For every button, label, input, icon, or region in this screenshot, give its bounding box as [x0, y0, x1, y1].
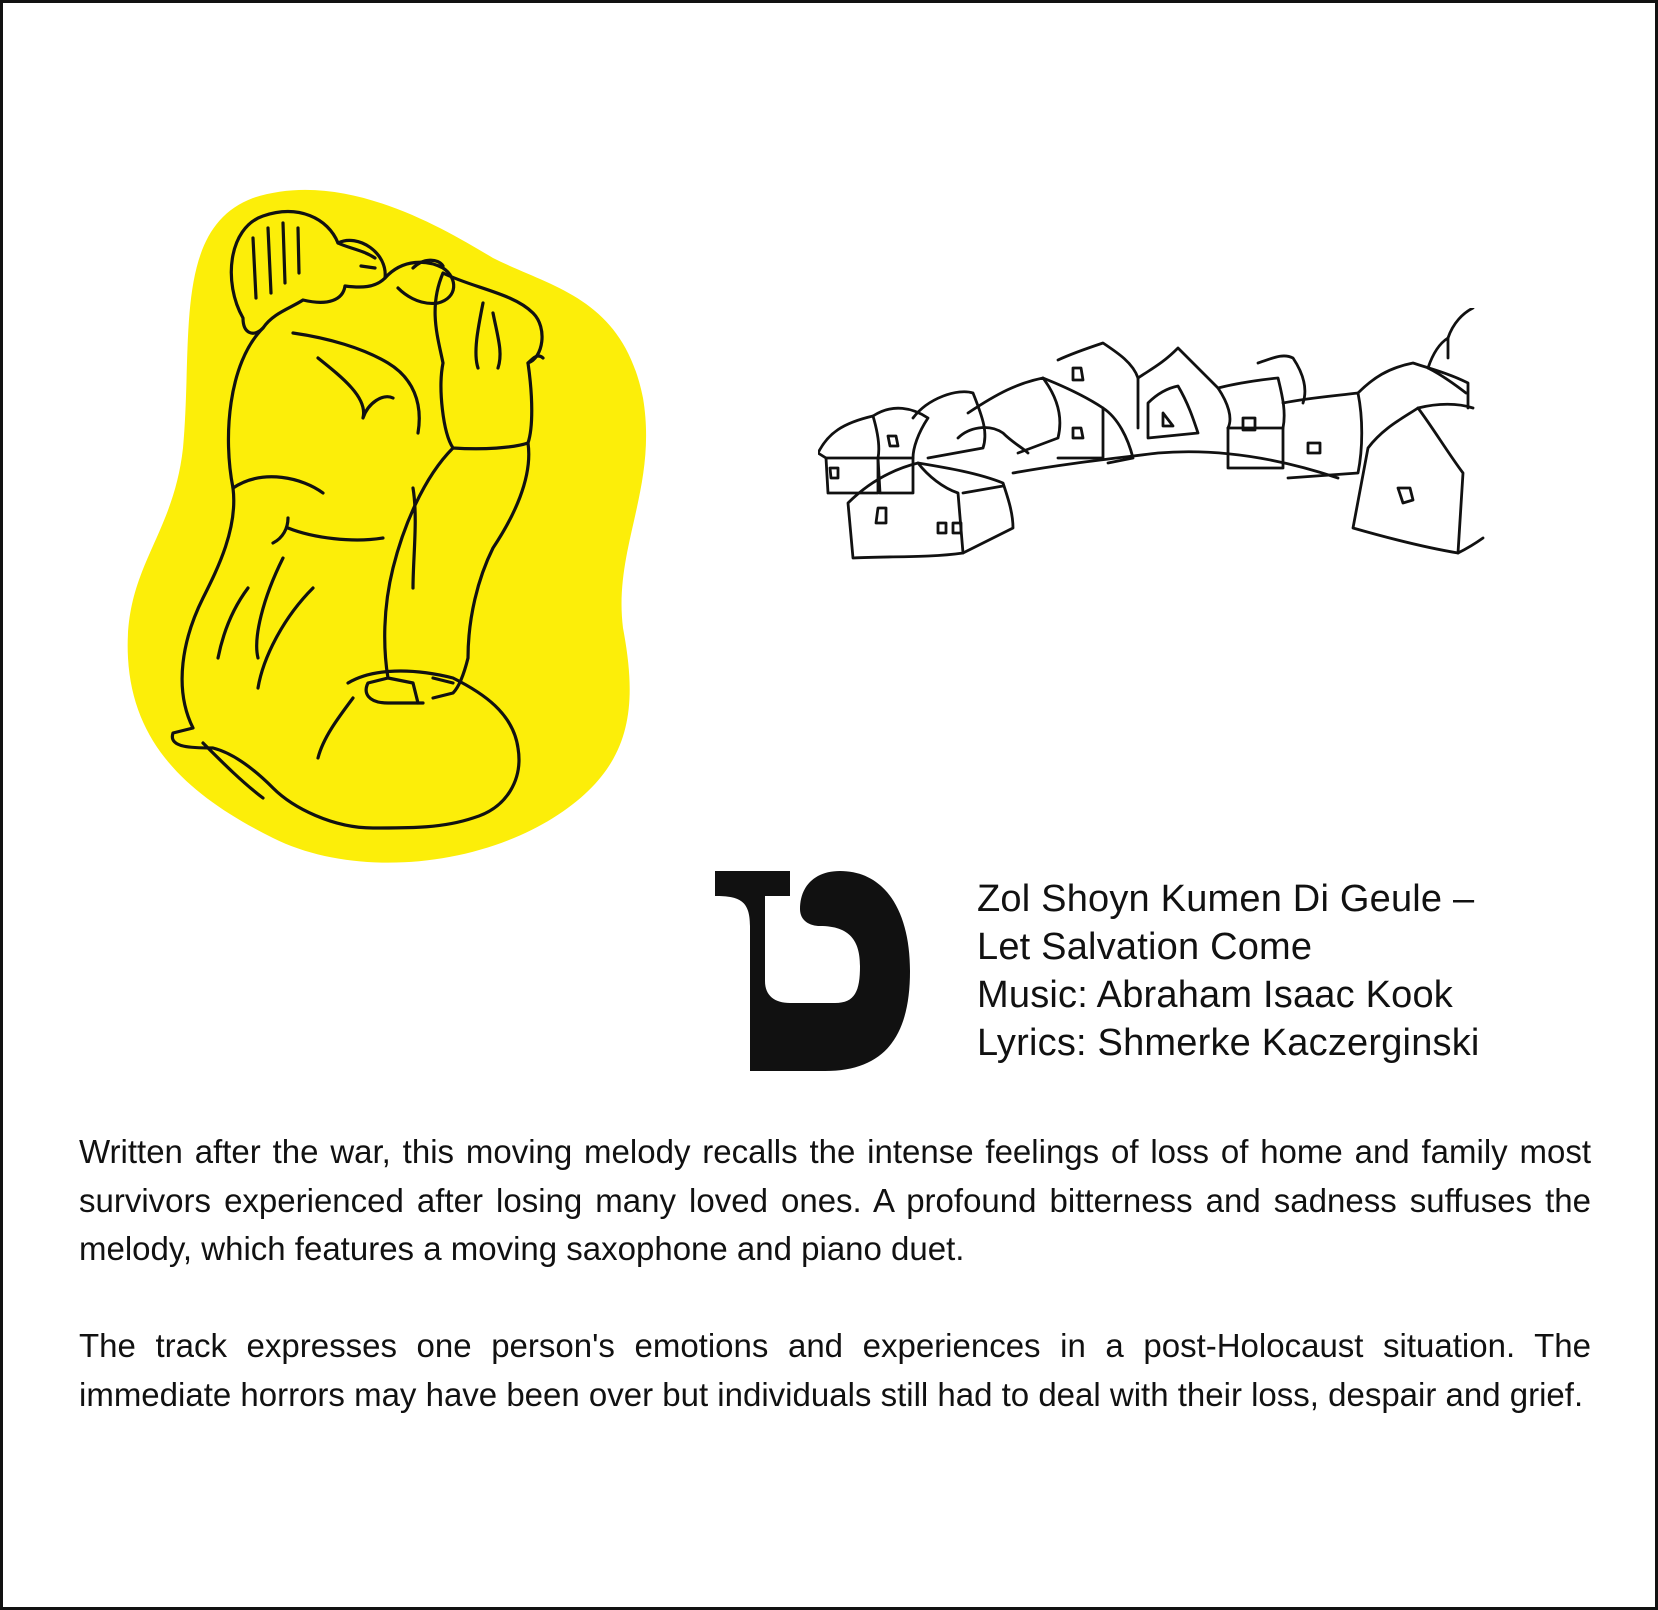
- yellow-blob: [128, 190, 646, 863]
- song-title-line-1: Zol Shoyn Kumen Di Geule –: [977, 878, 1475, 920]
- description-paragraph-1: Written after the war, this moving melody recalls the intense feelings of loss of home and family most survivors experienced after losing many loved ones. A profound bitterness and sadness suffuses the melody, which features a moving saxophone and piano duet.: [79, 1133, 1591, 1267]
- song-info: [977, 875, 1480, 1067]
- embracing-figures-illustration: [113, 188, 703, 888]
- description-paragraph-2: The track expresses one person's emotions and experiences in a post-Holocaust situation. The immediate horrors may have been over but individuals still had to deal with their loss, despair and grief.: [79, 1327, 1591, 1413]
- village-houses-illustration: [818, 308, 1573, 598]
- hebrew-letter-tet: [715, 871, 915, 1071]
- song-title-line-2: Let Salvation Come: [977, 926, 1313, 968]
- description: [79, 1128, 1591, 1419]
- song-lyrics-credit: Lyrics: Shmerke Kaczerginski: [977, 1022, 1480, 1064]
- song-music-credit: Music: Abraham Isaac Kook: [977, 974, 1453, 1016]
